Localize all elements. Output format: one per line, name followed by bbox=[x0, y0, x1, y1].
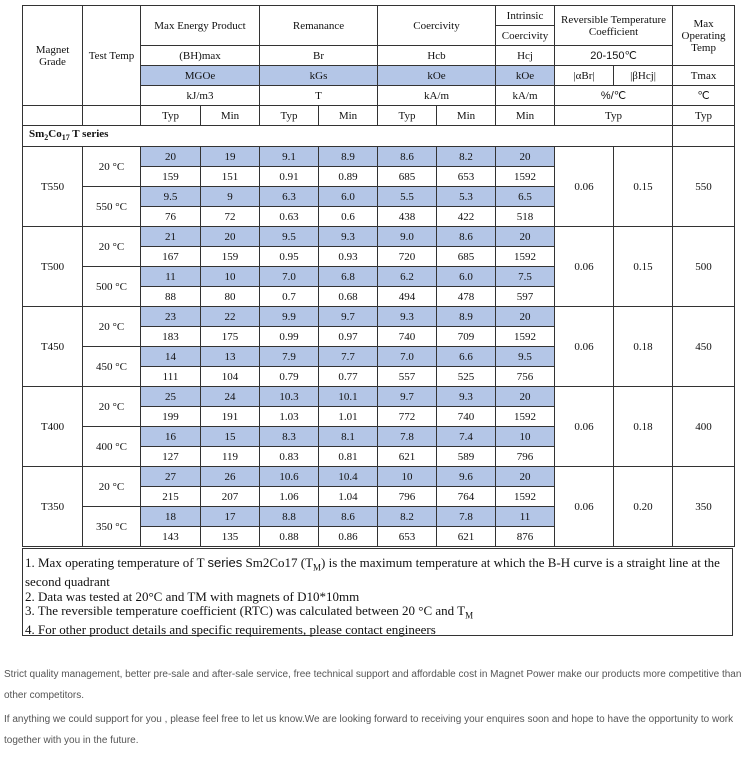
value-cell: 199 bbox=[141, 407, 201, 427]
value-cell: 72 bbox=[201, 207, 260, 227]
value-cell: 24 bbox=[201, 387, 260, 407]
value-cell: 0.86 bbox=[319, 527, 378, 547]
value-cell: 0.91 bbox=[260, 167, 319, 187]
col-typ: Typ bbox=[141, 106, 201, 126]
value-cell: 20 bbox=[496, 227, 555, 247]
value-cell: 621 bbox=[437, 527, 496, 547]
value-cell: 0.79 bbox=[260, 367, 319, 387]
value-cell: 1592 bbox=[496, 487, 555, 507]
beta-hcj-value: 0.18 bbox=[614, 307, 673, 387]
value-cell: 8.2 bbox=[437, 147, 496, 167]
value-cell: 183 bbox=[141, 327, 201, 347]
beta-hcj-value: 0.15 bbox=[614, 147, 673, 227]
value-cell: 10.4 bbox=[319, 467, 378, 487]
unit-kam-intrinsic: kA/m bbox=[496, 86, 555, 106]
value-cell: 1592 bbox=[496, 407, 555, 427]
value-cell: 8.8 bbox=[260, 507, 319, 527]
value-cell: 8.9 bbox=[437, 307, 496, 327]
value-cell: 621 bbox=[378, 447, 437, 467]
test-temp: 400 °C bbox=[83, 427, 141, 467]
value-cell: 10 bbox=[378, 467, 437, 487]
value-cell: 0.63 bbox=[260, 207, 319, 227]
test-temp: 20 °C bbox=[83, 147, 141, 187]
value-cell: 25 bbox=[141, 387, 201, 407]
value-cell: 20 bbox=[141, 147, 201, 167]
alpha-br-symbol: |αBr| bbox=[555, 66, 614, 86]
symbol-bhmax: (BH)max bbox=[141, 46, 260, 66]
rtc-range: 20-150℃ bbox=[555, 46, 673, 66]
value-cell: 6.6 bbox=[437, 347, 496, 367]
value-cell: 9.3 bbox=[437, 387, 496, 407]
value-cell: 9.1 bbox=[260, 147, 319, 167]
value-cell: 18 bbox=[141, 507, 201, 527]
value-cell: 9.6 bbox=[437, 467, 496, 487]
value-cell: 14 bbox=[141, 347, 201, 367]
col-min: Min bbox=[319, 106, 378, 126]
value-cell: 26 bbox=[201, 467, 260, 487]
tmax-value: 550 bbox=[673, 147, 735, 227]
value-cell: 21 bbox=[141, 227, 201, 247]
tmax-value: 450 bbox=[673, 307, 735, 387]
value-cell: 6.8 bbox=[319, 267, 378, 287]
value-cell: 597 bbox=[496, 287, 555, 307]
value-cell: 7.5 bbox=[496, 267, 555, 287]
test-temp: 500 °C bbox=[83, 267, 141, 307]
col-typ: Typ bbox=[673, 106, 735, 126]
tmax-value: 500 bbox=[673, 227, 735, 307]
value-cell: 191 bbox=[201, 407, 260, 427]
value-cell: 13 bbox=[201, 347, 260, 367]
value-cell: 7.0 bbox=[378, 347, 437, 367]
note-3: 3. The reversible temperature coefficient (RTC) was calculated between 20 °C and $T_M$ bbox=[25, 603, 474, 621]
value-cell: 10 bbox=[496, 427, 555, 447]
value-cell: 159 bbox=[201, 247, 260, 267]
value-cell: 9.9 bbox=[260, 307, 319, 327]
unit-t: T bbox=[260, 86, 378, 106]
test-temp: 20 °C bbox=[83, 307, 141, 347]
value-cell: 8.6 bbox=[319, 507, 378, 527]
header-test-temp: Test Temp bbox=[83, 6, 141, 106]
value-cell: 15 bbox=[201, 427, 260, 447]
beta-hcj-value: 0.18 bbox=[614, 387, 673, 467]
header-remanance: Remanance bbox=[260, 6, 378, 46]
tmax-symbol: Tmax bbox=[673, 66, 735, 86]
test-temp: 550 °C bbox=[83, 187, 141, 227]
value-cell: 19 bbox=[201, 147, 260, 167]
value-cell: 88 bbox=[141, 287, 201, 307]
value-cell: 764 bbox=[437, 487, 496, 507]
value-cell: 159 bbox=[141, 167, 201, 187]
header-max-operating-temp: Max Operating Temp bbox=[673, 6, 735, 66]
value-cell: 9.0 bbox=[378, 227, 437, 247]
value-cell: 207 bbox=[201, 487, 260, 507]
value-cell: 5.3 bbox=[437, 187, 496, 207]
value-cell: 7.8 bbox=[378, 427, 437, 447]
value-cell: 20 bbox=[201, 227, 260, 247]
value-cell: 740 bbox=[378, 327, 437, 347]
value-cell: 0.68 bbox=[319, 287, 378, 307]
value-cell: 7.8 bbox=[437, 507, 496, 527]
grade-name: T350 bbox=[23, 467, 83, 547]
note-2: 2. Data was tested at 20°C and TM with magnets of D10*10mm bbox=[25, 588, 360, 604]
value-cell: 127 bbox=[141, 447, 201, 467]
col-typ: Typ bbox=[260, 106, 319, 126]
value-cell: 151 bbox=[201, 167, 260, 187]
value-cell: 9.3 bbox=[378, 307, 437, 327]
grade-name: T400 bbox=[23, 387, 83, 467]
test-temp: 450 °C bbox=[83, 347, 141, 387]
value-cell: 0.81 bbox=[319, 447, 378, 467]
value-cell: 796 bbox=[378, 487, 437, 507]
test-temp: 20 °C bbox=[83, 227, 141, 267]
series-title: $Sm_2Co_{17}$ T series bbox=[23, 126, 673, 147]
value-cell: 0.88 bbox=[260, 527, 319, 547]
value-cell: 589 bbox=[437, 447, 496, 467]
value-cell: 215 bbox=[141, 487, 201, 507]
value-cell: 653 bbox=[437, 167, 496, 187]
table-row bbox=[23, 387, 735, 407]
notes-box bbox=[22, 548, 733, 636]
value-cell: 9 bbox=[201, 187, 260, 207]
col-min: Min bbox=[437, 106, 496, 126]
value-cell: 10.1 bbox=[319, 387, 378, 407]
value-cell: 23 bbox=[141, 307, 201, 327]
table-row bbox=[23, 307, 735, 327]
value-cell: 20 bbox=[496, 467, 555, 487]
value-cell: 1592 bbox=[496, 327, 555, 347]
tmax-value: 350 bbox=[673, 467, 735, 547]
unit-kjm3: kJ/m3 bbox=[141, 86, 260, 106]
grade-name: T450 bbox=[23, 307, 83, 387]
value-cell: 0.7 bbox=[260, 287, 319, 307]
value-cell: 0.83 bbox=[260, 447, 319, 467]
value-cell: 111 bbox=[141, 367, 201, 387]
value-cell: 76 bbox=[141, 207, 201, 227]
value-cell: 0.93 bbox=[319, 247, 378, 267]
table-row bbox=[23, 467, 735, 487]
value-cell: 8.2 bbox=[378, 507, 437, 527]
test-temp: 350 °C bbox=[83, 507, 141, 547]
value-cell: 80 bbox=[201, 287, 260, 307]
col-typ: Typ bbox=[378, 106, 437, 126]
value-cell: 6.5 bbox=[496, 187, 555, 207]
alpha-br-value: 0.06 bbox=[555, 467, 614, 547]
value-cell: 167 bbox=[141, 247, 201, 267]
unit-kam: kA/m bbox=[378, 86, 496, 106]
value-cell: 7.9 bbox=[260, 347, 319, 367]
value-cell: 0.77 bbox=[319, 367, 378, 387]
value-cell: 20 bbox=[496, 147, 555, 167]
table-row bbox=[23, 147, 735, 167]
value-cell: 720 bbox=[378, 247, 437, 267]
value-cell: 653 bbox=[378, 527, 437, 547]
value-cell: 796 bbox=[496, 447, 555, 467]
value-cell: 8.1 bbox=[319, 427, 378, 447]
value-cell: 1592 bbox=[496, 167, 555, 187]
value-cell: 7.7 bbox=[319, 347, 378, 367]
value-cell: 438 bbox=[378, 207, 437, 227]
alpha-br-value: 0.06 bbox=[555, 147, 614, 227]
value-cell: 22 bbox=[201, 307, 260, 327]
beta-hcj-value: 0.15 bbox=[614, 227, 673, 307]
value-cell: 1592 bbox=[496, 247, 555, 267]
col-min: Min bbox=[496, 106, 555, 126]
magnet-spec-table bbox=[22, 5, 735, 547]
beta-hcj-symbol: |βHcj| bbox=[614, 66, 673, 86]
note-4: 4. For other product details and specific requirements, please contact engineers bbox=[25, 622, 436, 638]
value-cell: 525 bbox=[437, 367, 496, 387]
value-cell: 11 bbox=[496, 507, 555, 527]
unit-kgs: kGs bbox=[260, 66, 378, 86]
symbol-hcj: Hcj bbox=[496, 46, 555, 66]
value-cell: 10 bbox=[201, 267, 260, 287]
footer-paragraph-contact: If anything we could support for you , please feel free to let us know.We are looking forward to receiving your enquires soon and hope to have the opportunity to work together with you in the future. bbox=[4, 714, 734, 746]
value-cell: 8.6 bbox=[437, 227, 496, 247]
symbol-hcb: Hcb bbox=[378, 46, 496, 66]
value-cell: 422 bbox=[437, 207, 496, 227]
value-cell: 6.0 bbox=[437, 267, 496, 287]
value-cell: 9.3 bbox=[319, 227, 378, 247]
header-max-energy-product: Max Energy Product bbox=[141, 6, 260, 46]
value-cell: 0.95 bbox=[260, 247, 319, 267]
unit-mgoe: MGOe bbox=[141, 66, 260, 86]
header-magnet-grade: Magnet Grade bbox=[23, 6, 83, 106]
value-cell: 5.5 bbox=[378, 187, 437, 207]
value-cell: 9.5 bbox=[260, 227, 319, 247]
value-cell: 876 bbox=[496, 527, 555, 547]
test-temp: 20 °C bbox=[83, 467, 141, 507]
value-cell: 709 bbox=[437, 327, 496, 347]
col-typ: Typ bbox=[555, 106, 673, 126]
grade-name: T500 bbox=[23, 227, 83, 307]
col-min: Min bbox=[201, 106, 260, 126]
value-cell: 20 bbox=[496, 307, 555, 327]
value-cell: 27 bbox=[141, 467, 201, 487]
value-cell: 8.3 bbox=[260, 427, 319, 447]
alpha-br-value: 0.06 bbox=[555, 227, 614, 307]
alpha-br-value: 0.06 bbox=[555, 387, 614, 467]
unit-pct-per-c: %/℃ bbox=[555, 86, 673, 106]
value-cell: 494 bbox=[378, 287, 437, 307]
note-1: 1. Max operating temperature of T series Sm2Co17 $(T_M)$ is the maximum temperature at which the B-H curve is a straight line at the second quadrant bbox=[25, 555, 720, 590]
value-cell: 135 bbox=[201, 527, 260, 547]
unit-celsius: ℃ bbox=[673, 86, 735, 106]
value-cell: 16 bbox=[141, 427, 201, 447]
value-cell: 1.06 bbox=[260, 487, 319, 507]
symbol-br: Br bbox=[260, 46, 378, 66]
beta-hcj-value: 0.20 bbox=[614, 467, 673, 547]
value-cell: 6.0 bbox=[319, 187, 378, 207]
value-cell: 9.7 bbox=[378, 387, 437, 407]
tmax-value: 400 bbox=[673, 387, 735, 467]
table-row bbox=[23, 227, 735, 247]
value-cell: 104 bbox=[201, 367, 260, 387]
value-cell: 8.9 bbox=[319, 147, 378, 167]
value-cell: 1.03 bbox=[260, 407, 319, 427]
value-cell: 685 bbox=[437, 247, 496, 267]
value-cell: 685 bbox=[378, 167, 437, 187]
value-cell: 756 bbox=[496, 367, 555, 387]
footer-paragraph-quality: Strict quality management, better pre-sale and after-sale service, free technical support and affordable cost in Magnet Power make our products more competitive than other competitors. bbox=[4, 669, 742, 701]
value-cell: 175 bbox=[201, 327, 260, 347]
header-intrinsic-coercivity: Coercivity bbox=[496, 26, 555, 46]
grade-name: T550 bbox=[23, 147, 83, 227]
value-cell: 10.3 bbox=[260, 387, 319, 407]
unit-koe: kOe bbox=[378, 66, 496, 86]
value-cell: 6.3 bbox=[260, 187, 319, 207]
value-cell: 119 bbox=[201, 447, 260, 467]
value-cell: 0.6 bbox=[319, 207, 378, 227]
value-cell: 772 bbox=[378, 407, 437, 427]
value-cell: 143 bbox=[141, 527, 201, 547]
value-cell: 557 bbox=[378, 367, 437, 387]
header-rtc: Reversible Temperature Coefficient bbox=[555, 6, 673, 46]
value-cell: 8.6 bbox=[378, 147, 437, 167]
value-cell: 11 bbox=[141, 267, 201, 287]
value-cell: 0.99 bbox=[260, 327, 319, 347]
value-cell: 1.04 bbox=[319, 487, 378, 507]
value-cell: 7.4 bbox=[437, 427, 496, 447]
test-temp: 20 °C bbox=[83, 387, 141, 427]
value-cell: 518 bbox=[496, 207, 555, 227]
value-cell: 20 bbox=[496, 387, 555, 407]
header-intrinsic: Intrinsic bbox=[496, 6, 555, 26]
value-cell: 17 bbox=[201, 507, 260, 527]
value-cell: 0.97 bbox=[319, 327, 378, 347]
value-cell: 6.2 bbox=[378, 267, 437, 287]
value-cell: 9.5 bbox=[496, 347, 555, 367]
value-cell: 7.0 bbox=[260, 267, 319, 287]
value-cell: 740 bbox=[437, 407, 496, 427]
value-cell: 0.89 bbox=[319, 167, 378, 187]
value-cell: 9.5 bbox=[141, 187, 201, 207]
value-cell: 10.6 bbox=[260, 467, 319, 487]
header-coercivity: Coercivity bbox=[378, 6, 496, 46]
value-cell: 1.01 bbox=[319, 407, 378, 427]
value-cell: 9.7 bbox=[319, 307, 378, 327]
value-cell: 478 bbox=[437, 287, 496, 307]
alpha-br-value: 0.06 bbox=[555, 307, 614, 387]
unit-koe-intrinsic: kOe bbox=[496, 66, 555, 86]
